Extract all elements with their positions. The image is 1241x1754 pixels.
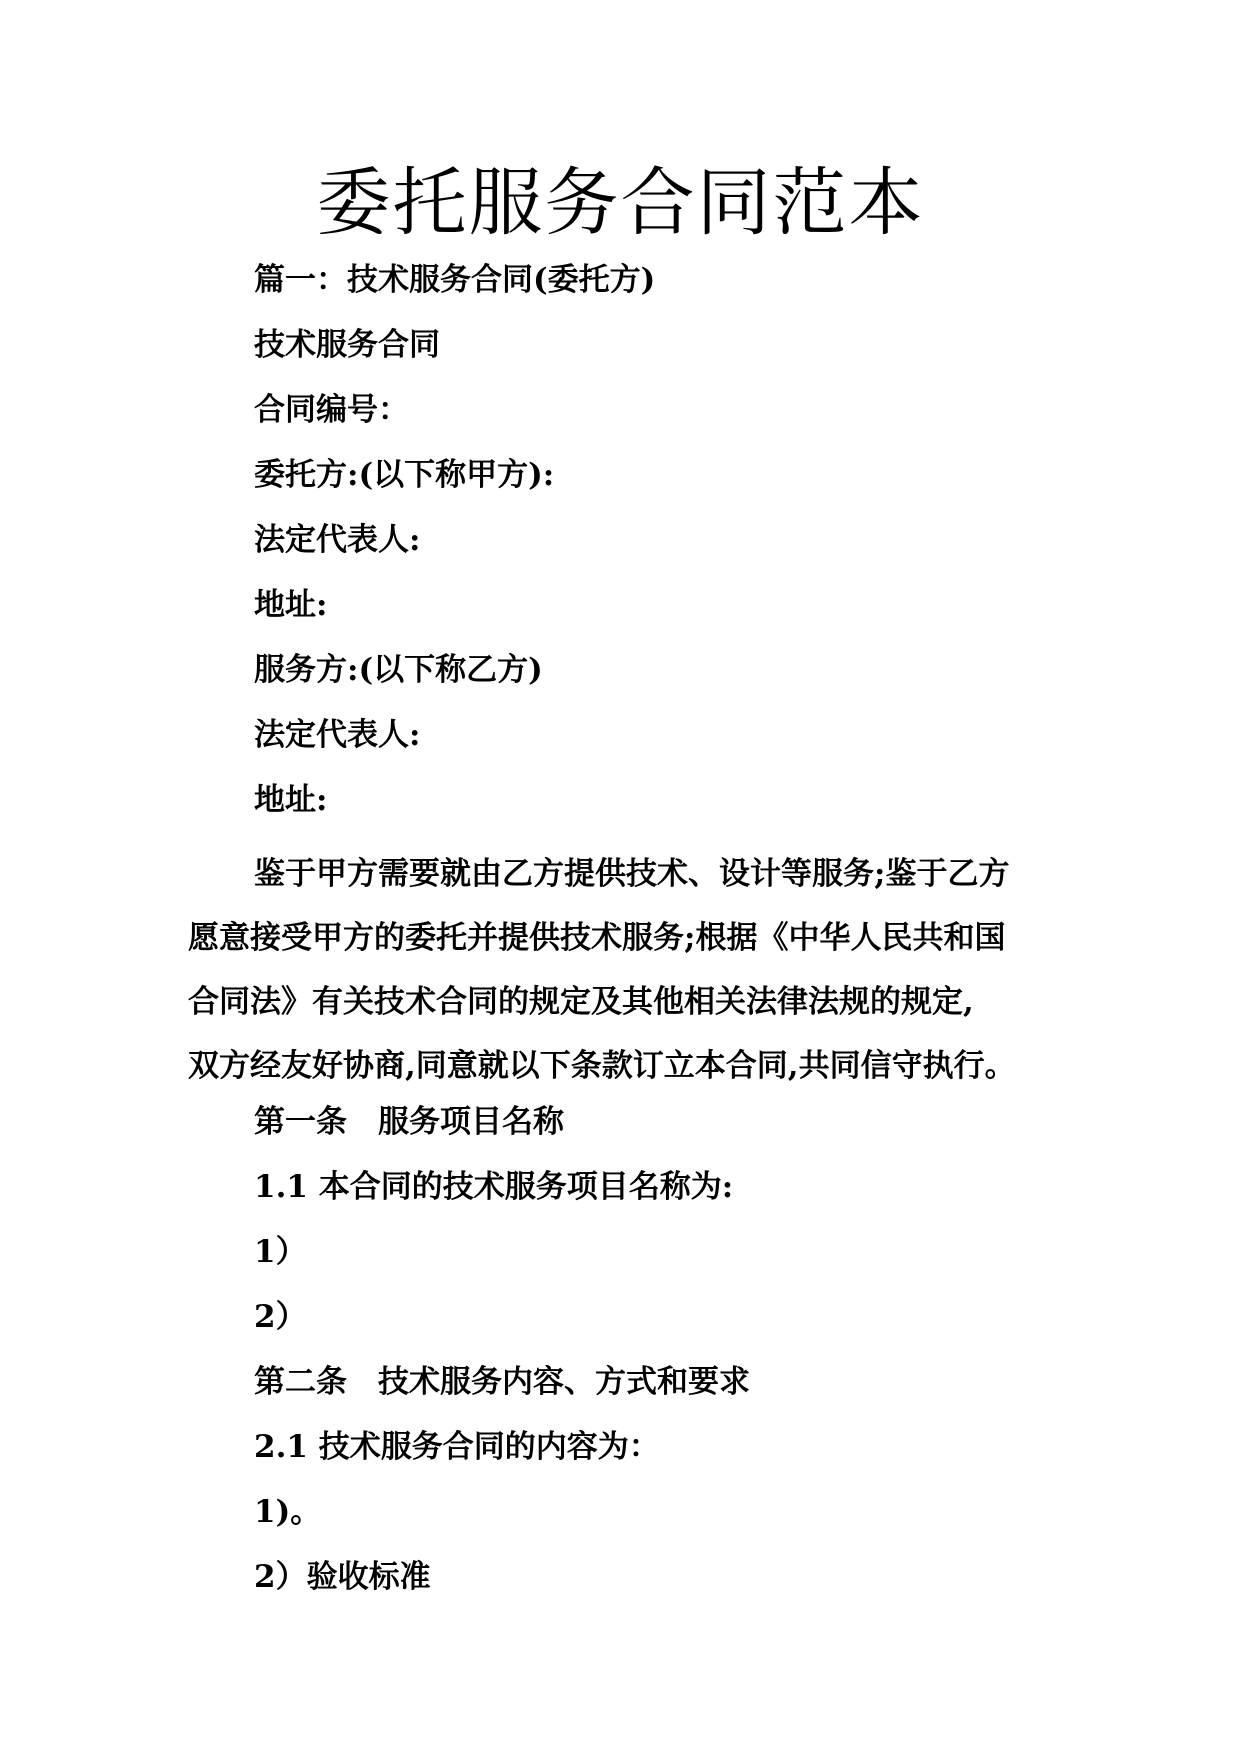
contract-heading: 技术服务合同 (254, 327, 440, 363)
service-party-field: 服务方:(以下称乙方) (254, 652, 543, 688)
preamble-paragraph (188, 842, 1058, 1098)
client-address-field: 地址: (254, 587, 328, 623)
client-representative-field: 法定代表人: (254, 522, 421, 558)
paragraph-line: 鉴于甲方需要就由乙方提供技术、设计等服务;鉴于乙方 (254, 856, 1010, 892)
clause-2-1: 2.1 技术服务合同的内容为： (254, 1429, 660, 1465)
section-heading: 篇一：技术服务合同(委托方) (254, 262, 656, 298)
service-address-field: 地址: (254, 782, 328, 818)
list-item-1: 1） (254, 1234, 307, 1270)
clause-1-1: 1.1 本合同的技术服务项目名称为: (254, 1169, 734, 1205)
service-representative-field: 法定代表人: (254, 717, 421, 753)
article-one-heading: 第一条 服务项目名称 (254, 1104, 564, 1140)
article-two-heading: 第二条 技术服务内容、方式和要求 (254, 1364, 750, 1400)
contract-number-field: 合同编号： (254, 392, 409, 428)
list-item-content-1: 1)。 (254, 1494, 322, 1530)
paragraph-line: 愿意接受甲方的委托并提供技术服务;根据《中华人民共和国 (188, 920, 1006, 956)
list-item-2: 2） (254, 1299, 307, 1335)
client-party-field: 委托方:(以下称甲方): (254, 457, 555, 493)
paragraph-line: 双方经友好协商,同意就以下条款订立本合同,共同信守执行。 (188, 1048, 1016, 1084)
paragraph-line: 合同法》有关技术合同的规定及其他相关法律法规的规定, (188, 984, 974, 1020)
list-item-acceptance-standard: 2）验收标准 (254, 1559, 431, 1595)
document-title: 委托服务合同范本 (316, 160, 925, 246)
